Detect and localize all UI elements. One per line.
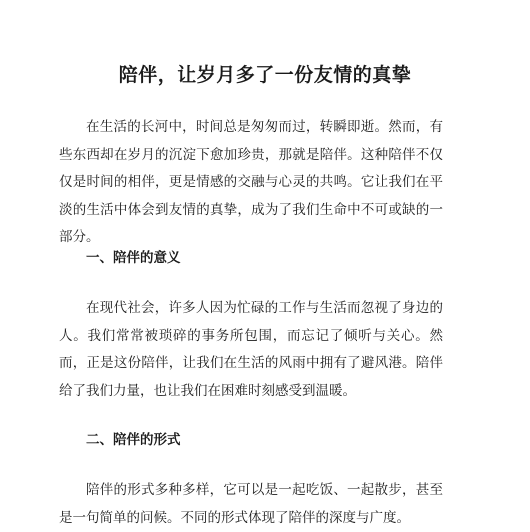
- section-heading-meaning: 一、陪伴的意义: [86, 250, 181, 266]
- section-heading-forms: 二、陪伴的形式: [86, 432, 181, 448]
- section-body-forms: 陪伴的形式多种多样，它可以是一起吃饭、一起散步，甚至是一句简单的问候。不同的形式体现了陪伴的深度与广度。: [59, 482, 443, 526]
- intro-paragraph: 在生活的长河中，时间总是匆匆而过，转瞬即逝。然而，有些东西却在岁月的沉淀下愈加珍贵，那就是陪伴。这种陪伴不仅仅是时间的相伴，更是情感的交融与心灵的共鸣。它让我们在平淡的生活中体会到友情的真挚，成为了我们生命中不可或缺的一部分。: [59, 119, 443, 245]
- document-title: 陪伴，让岁月多了一份友情的真挚: [118, 64, 412, 86]
- section-body-meaning: 在现代社会，许多人因为忙碌的工作与生活而忽视了身边的人。我们常常被琐碎的事务所包围，而忘记了倾听与关心。然而，正是这份陪伴，让我们在生活的风雨中拥有了避风港。陪伴给了我们力量，也让我们在困难时刻感受到温暖。: [59, 300, 443, 399]
